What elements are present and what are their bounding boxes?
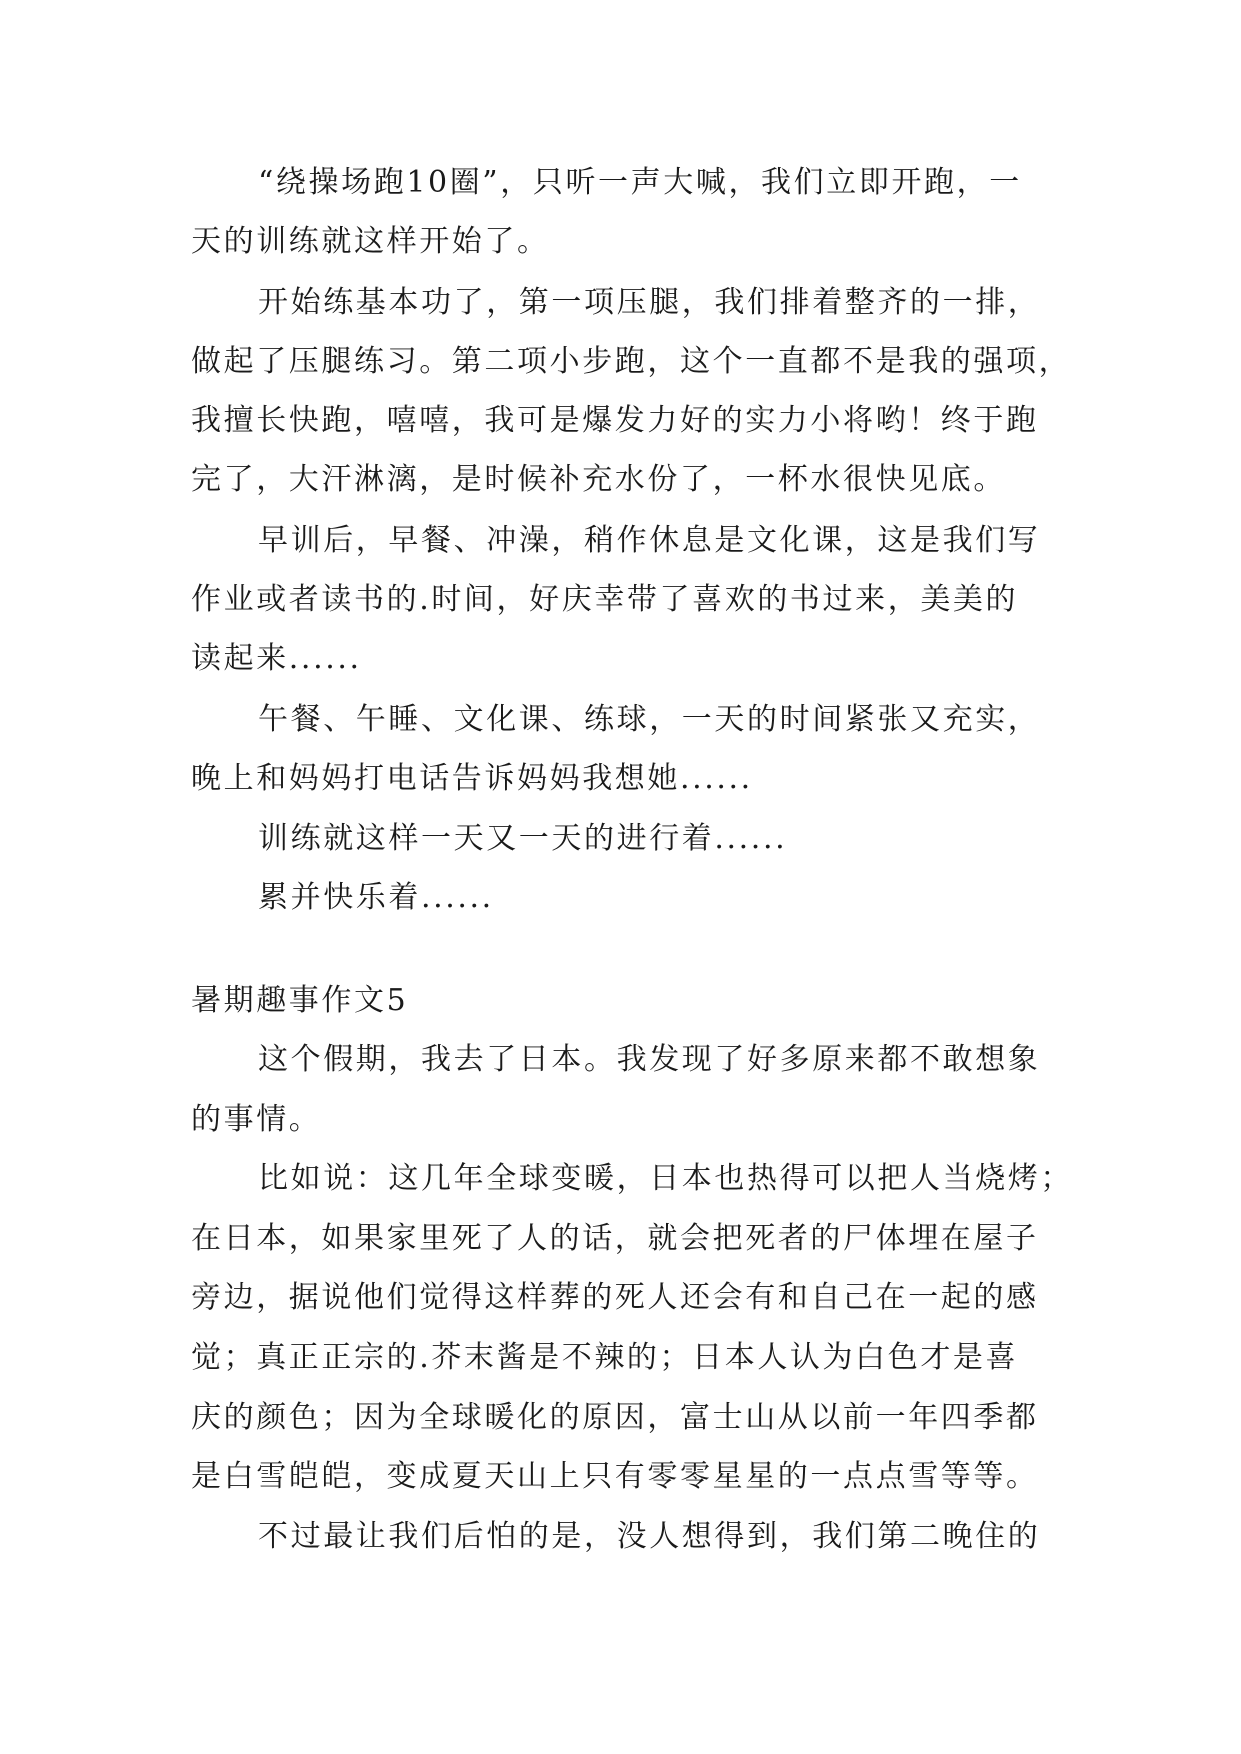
text-line: 读起来...... (191, 641, 362, 676)
text-line: 作业或者读书的.时间，好庆幸带了喜欢的书过来，美美的 (191, 582, 1019, 617)
text-line: 这个假期，我去了日本。我发现了好多原来都不敢想象 (258, 1042, 1041, 1077)
text-line: 累并快乐着...... (258, 880, 494, 915)
text-line: 旁边，据说他们觉得这样葬的死人还会有和自己在一起的感 (191, 1280, 1039, 1315)
text-line: 觉；真正正宗的.芥末酱是不辣的；日本人认为白色才是喜 (191, 1340, 1019, 1375)
text-line: 比如说：这几年全球变暖，日本也热得可以把人当烧烤； (258, 1161, 1073, 1196)
text-line: 午餐、午睡、文化课、练球，一天的时间紧张又充实， (258, 702, 1041, 737)
text-line: 不过最让我们后怕的是，没人想得到，我们第二晚住的 (258, 1519, 1041, 1554)
text-line: 天的训练就这样开始了。 (191, 224, 550, 259)
text-line: 我擅长快跑，嘻嘻，我可是爆发力好的实力小将哟！终于跑 (191, 403, 1039, 438)
text-line: “绕操场跑10圈”，只听一声大喊，我们立即开跑，一 (258, 165, 1022, 200)
section-heading: 暑期趣事作文5 (191, 983, 409, 1018)
text-line: 早训后，早餐、冲澡，稍作休息是文化课，这是我们写 (258, 523, 1041, 558)
text-line: 完了，大汗淋漓，是时候补充水份了，一杯水很快见底。 (191, 462, 1006, 497)
text-line: 做起了压腿练习。第二项小步跑，这个一直都不是我的强项， (191, 344, 1072, 379)
text-line: 训练就这样一天又一天的进行着...... (258, 821, 788, 856)
text-line: 晚上和妈妈打电话告诉妈妈我想她...... (191, 761, 753, 796)
text-line: 是白雪皑皑，变成夏天山上只有零零星星的一点点雪等等。 (191, 1459, 1039, 1494)
text-line: 在日本，如果家里死了人的话，就会把死者的尸体埋在屋子 (191, 1221, 1039, 1256)
text-line: 开始练基本功了，第一项压腿，我们排着整齐的一排， (258, 285, 1041, 320)
text-line: 庆的颜色；因为全球暖化的原因，富士山从以前一年四季都 (191, 1400, 1039, 1435)
text-line: 的事情。 (191, 1102, 322, 1137)
